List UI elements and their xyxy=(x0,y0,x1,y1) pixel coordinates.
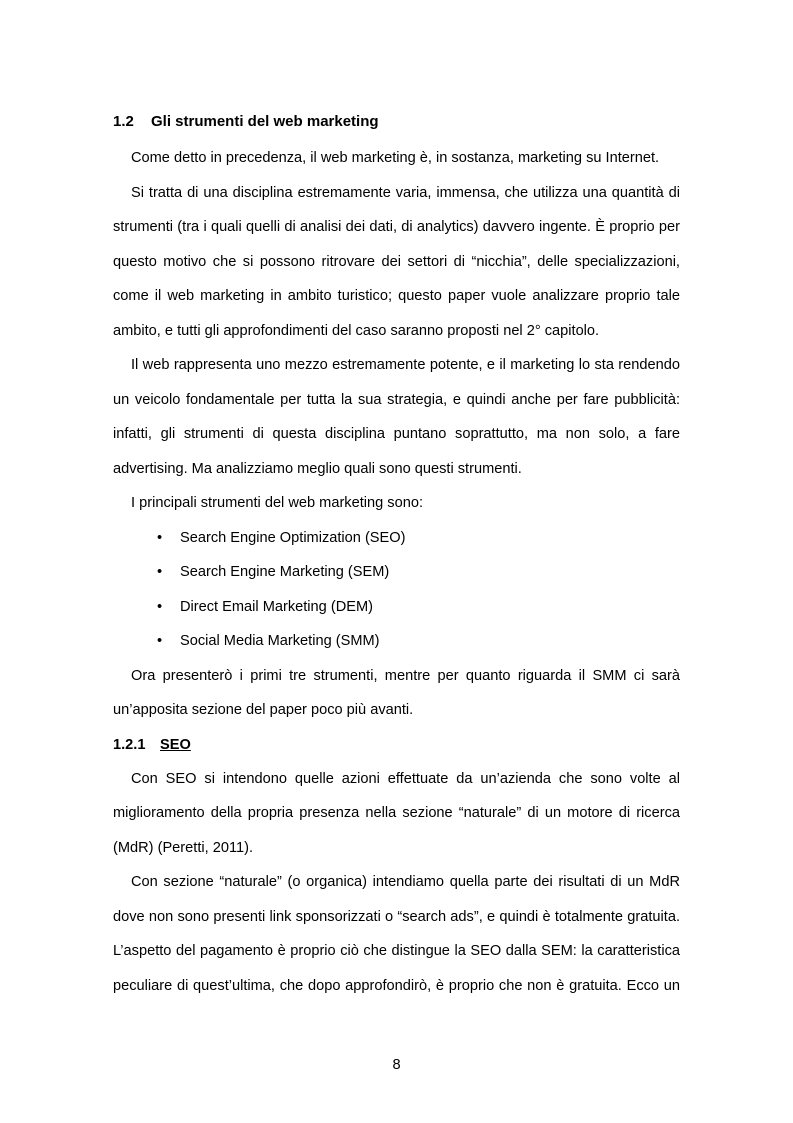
list-item xyxy=(113,590,680,625)
list-item-text: Search Engine Optimization (SEO) xyxy=(180,529,406,546)
document-page xyxy=(113,113,680,1003)
list-item xyxy=(113,624,680,659)
paragraph-intro-4: I principali strumenti del web marketing sono: xyxy=(131,495,424,511)
list-item-text: Social Media Marketing (SMM) xyxy=(180,633,380,649)
bullet-icon: • xyxy=(157,633,163,649)
subsection-number: 1.2.1 xyxy=(113,736,146,753)
paragraph-intro-3: Il web rappresenta uno mezzo estremamente potente, e il marketing lo sta rendendo un veicolo fondamentale per tutta la sua strategia, e quindi anche per fare pubblicità: infatti, gli strumenti di questa disciplina puntano soprattutto, ma non solo, a fare advertising. Ma analizziamo meglio quali sono questi strumenti. xyxy=(113,357,680,477)
list-item-text: Search Engine Marketing (SEM) xyxy=(180,564,390,580)
bullet-icon: • xyxy=(157,598,163,615)
paragraph-seo-1: Con SEO si intendono quelle azioni effettuate da un’azienda che sono volte al miglioramento della propria presenza nella sezione “naturale” di un motore di ricerca (MdR) (Peretti, 2011). xyxy=(113,770,680,856)
section-heading xyxy=(113,113,680,130)
paragraph-intro-1: Come detto in precedenza, il web marketing è, in sostanza, marketing su Internet. xyxy=(131,150,660,166)
bullet-icon: • xyxy=(157,564,163,580)
bullet-icon: • xyxy=(157,529,163,546)
paragraph-seo-2: Con sezione “naturale” (o organica) intendiamo quella parte dei risultati di un MdR dove non sono presenti link sponsorizzati o “search ads”, e quindi è totalmente gratuita. L’aspetto del pagamento è proprio ciò che distingue la SEO dalla SEM: la caratteristica peculiare di quest’ultima, che dopo approfondirò, è proprio che non è gratuita. Ecco un xyxy=(113,874,680,994)
list-item xyxy=(113,521,680,556)
page-number: 8 xyxy=(392,1057,401,1073)
subsection-heading xyxy=(113,728,680,762)
section-title: Gli strumenti del web marketing xyxy=(151,113,379,130)
paragraph-intro-2: Si tratta di una disciplina estremamente varia, immensa, che utilizza una quantità di strumenti (tra i quali quelli di analisi dei dati, di analytics) davvero ingente. È proprio per questo motivo che si possono ritrovare dei settori di “nicchia”, delle specializzazioni, come il web marketing in ambito turistico; questo paper vuole analizzare proprio tale ambito, e tutti gli approfondimenti del caso saranno proposti nel 2° capitolo. xyxy=(113,184,680,339)
section-number: 1.2 xyxy=(113,113,134,130)
list-item xyxy=(113,555,680,590)
tools-list xyxy=(113,521,680,659)
list-item-text: Direct Email Marketing (DEM) xyxy=(180,598,373,615)
paragraph-after-list: Ora presenterò i primi tre strumenti, mentre per quanto riguarda il SMM ci sarà un’apposita sezione del paper poco più avanti. xyxy=(113,667,680,718)
subsection-title: SEO xyxy=(160,736,191,753)
